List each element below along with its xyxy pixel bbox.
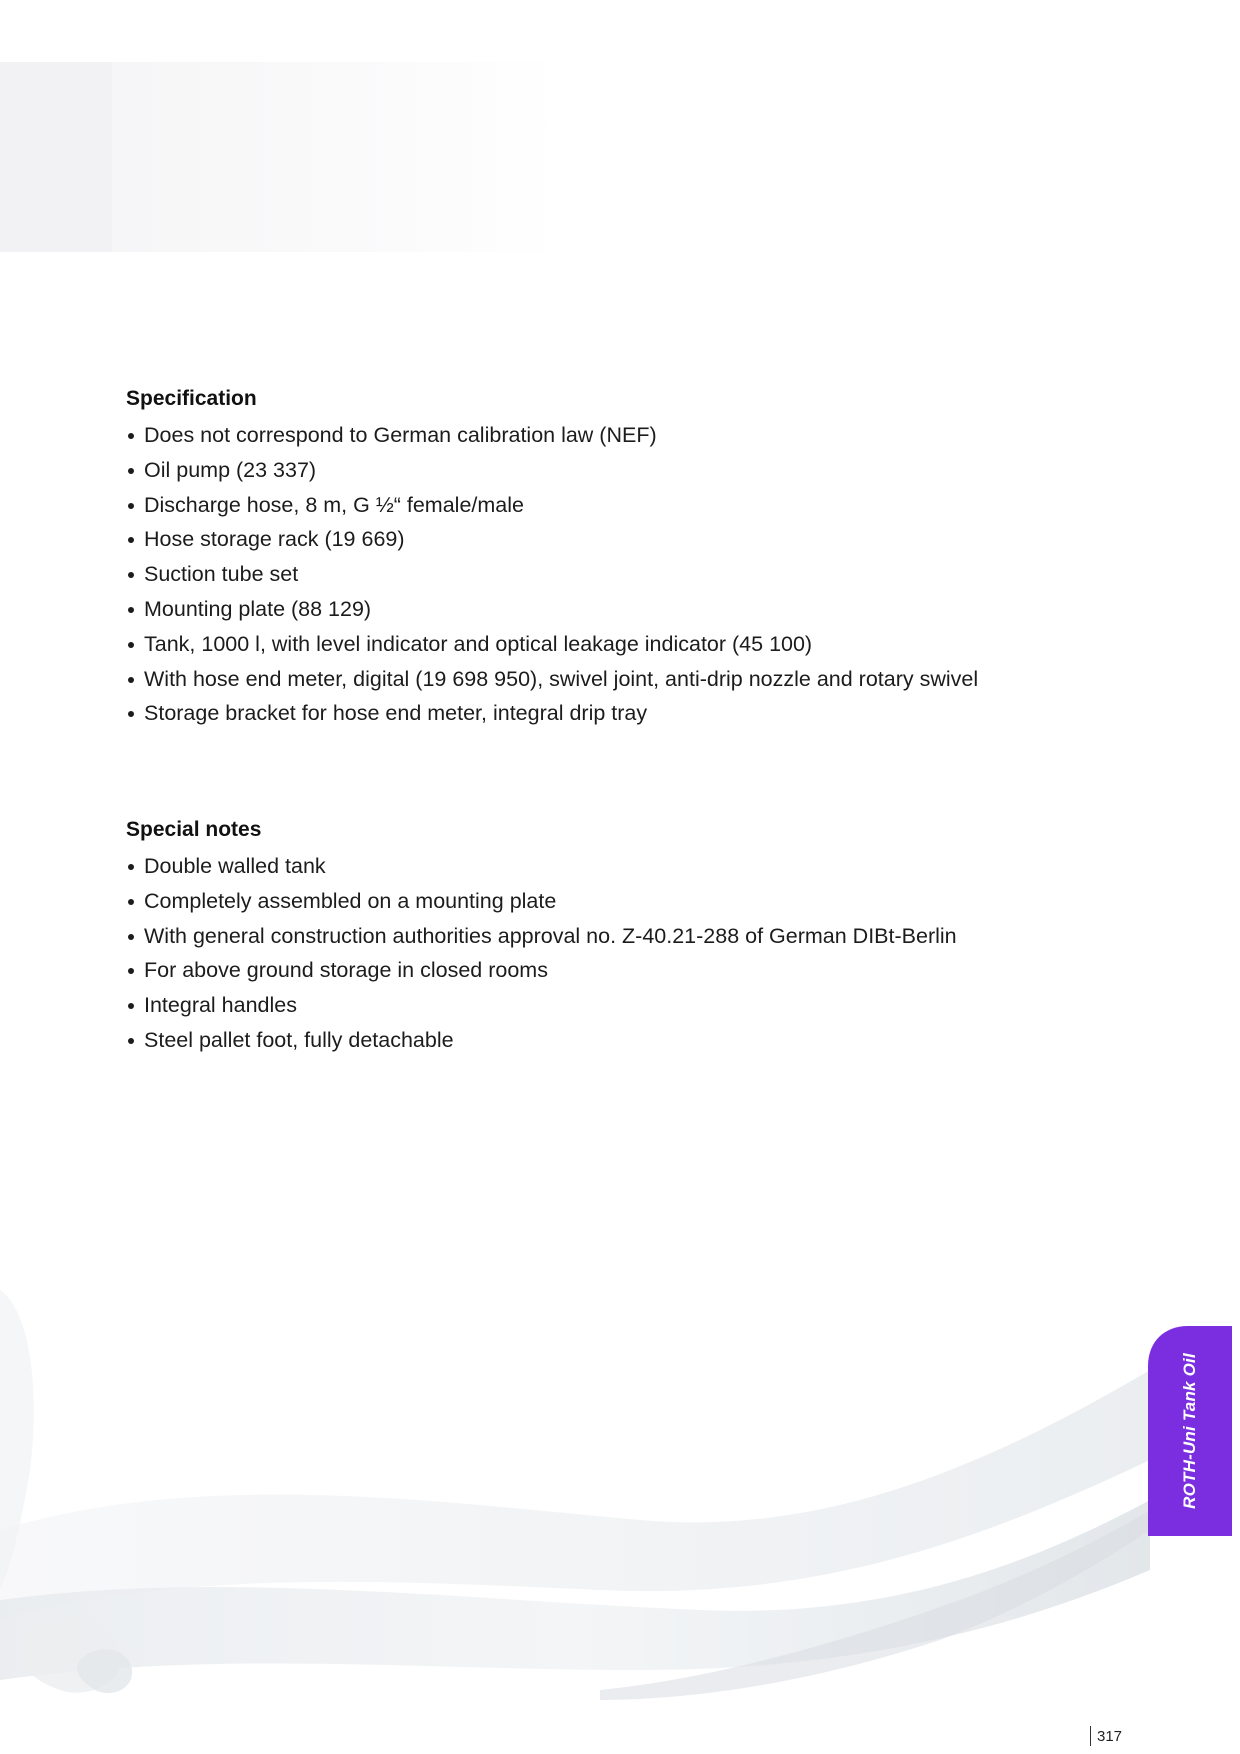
special-notes-list (126, 849, 1126, 1058)
page-number-text: 317 (1097, 1727, 1123, 1745)
list-item: Does not correspond to German calibration law (NEF) (126, 418, 1126, 453)
list-item: Integral handles (126, 988, 1126, 1023)
page-number-divider (1090, 1726, 1091, 1746)
list-item: Discharge hose, 8 m, G ½“ female/male (126, 488, 1126, 523)
list-item: Double walled tank (126, 849, 1126, 884)
list-item: Oil pump (23 337) (126, 453, 1126, 488)
list-item: Storage bracket for hose end meter, integral drip tray (126, 696, 1126, 731)
list-item: Completely assembled on a mounting plate (126, 884, 1126, 919)
specification-section (126, 384, 1126, 731)
special-notes-heading: Special notes (126, 818, 262, 841)
special-notes-section (126, 815, 1126, 1058)
water-splash-background (0, 1270, 1240, 1754)
list-item: Suction tube set (126, 557, 1126, 592)
list-item: With hose end meter, digital (19 698 950), swivel joint, anti-drip nozzle and rotary swivel (126, 662, 1126, 697)
list-item: Mounting plate (88 129) (126, 592, 1126, 627)
side-tab-label: ROTH-Uni Tank Oil (1180, 1353, 1199, 1509)
list-item: For above ground storage in closed rooms (126, 953, 1126, 988)
specification-heading: Specification (126, 387, 257, 410)
specification-list (126, 418, 1126, 731)
list-item: With general construction authorities approval no. Z-40.21-288 of German DIBt-Berlin (126, 919, 1126, 954)
chapter-side-tab (1148, 1326, 1232, 1536)
list-item: Tank, 1000 l, with level indicator and optical leakage indicator (45 100) (126, 627, 1126, 662)
page-number (1090, 1726, 1122, 1746)
list-item: Steel pallet foot, fully detachable (126, 1023, 1126, 1058)
header-background-block (0, 62, 112, 252)
list-item: Hose storage rack (19 669) (126, 522, 1126, 557)
